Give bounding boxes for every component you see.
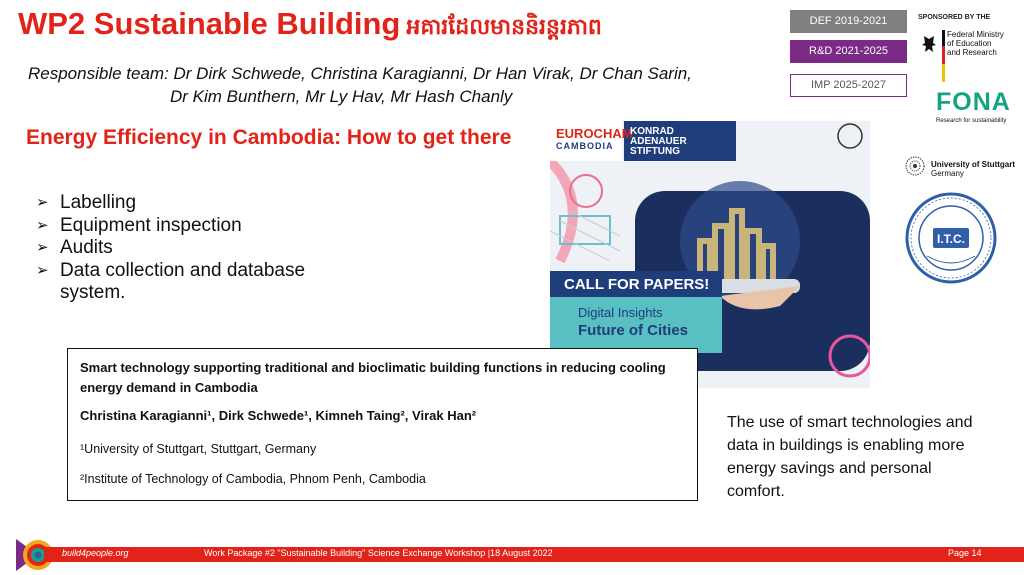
phase-rd-badge: R&D 2021-2025 — [790, 40, 907, 63]
itc-seal-logo — [905, 192, 997, 284]
bullet-item: ➢ Equipment inspection — [36, 215, 336, 238]
bullet-list — [36, 192, 336, 305]
bmbf-line: of Education — [947, 39, 992, 48]
title-khmer: អគារដែលមាននិរន្តរភាព — [406, 14, 602, 39]
stuttgart-name: University of Stuttgart — [931, 160, 1016, 169]
section-subtitle: Energy Efficiency in Cambodia: How to get there — [26, 126, 512, 149]
bmbf-line: Federal Ministry — [947, 30, 1004, 39]
eurocham-sub: CAMBODIA — [556, 141, 614, 151]
slide-title — [18, 6, 602, 45]
kas-logo — [630, 127, 730, 157]
poster-future-cities: Future of Cities — [578, 322, 689, 339]
footer-site: build4people.org — [62, 548, 129, 558]
itc-seal-text: I.T.C. — [936, 232, 966, 246]
bullet-item: ➢ Audits — [36, 237, 336, 260]
kas-line: KONRAD — [630, 126, 674, 137]
title-english: WP2 Sustainable Building — [18, 6, 401, 41]
bmbf-line: and Research — [947, 48, 997, 57]
paper-reference-box — [67, 348, 698, 501]
bullet-item: ➢ Labelling — [36, 192, 336, 215]
poster-call-heading: CALL FOR PAPERS! — [564, 276, 710, 293]
footer-event: Work Package #2 "Sustainable Building" Science Exchange Workshop |18 August 2022 — [204, 548, 553, 558]
footer-bar — [44, 547, 1024, 562]
eurocham-logo: EUROCHAM — [556, 126, 633, 141]
fona-logo: FONA — [936, 88, 1011, 116]
phase-def-badge: DEF 2019-2021 — [790, 10, 907, 33]
paper-affiliation-2: ²Institute of Technology of Cambodia, Phnom Penh, Cambodia — [80, 472, 426, 486]
kas-line: STIFTUNG — [630, 146, 680, 157]
stuttgart-logo-icon — [905, 156, 925, 176]
bmbf-text — [947, 30, 1004, 57]
side-note: The use of smart technologies and data in buildings is enabling more energy savings and personal comfort. — [727, 414, 973, 500]
bullet-item: ➢ Data collection and database system. — [36, 260, 336, 305]
team-line-1: Responsible team: Dr Dirk Schwede, Christina Karagianni, Dr Han Virak, Dr Chan Sarin, — [28, 64, 692, 83]
paper-authors: Christina Karagianni¹, Dirk Schwede¹, Kimneh Taing², Virak Han² — [80, 408, 477, 423]
stuttgart-text — [931, 160, 1015, 178]
footer-page-number: Page 14 — [948, 548, 982, 558]
kas-line: ADENAUER — [630, 136, 687, 147]
sponsored-by-label: SPONSORED BY THE — [918, 14, 991, 21]
fona-tagline: Research for sustainability — [936, 118, 1007, 124]
team-line-2: Dr Kim Bunthern, Mr Ly Hav, Mr Hash Chanly — [170, 87, 513, 106]
german-eagle-icon — [922, 36, 936, 52]
poster-digital-insights: Digital Insights — [578, 305, 663, 320]
paper-title: Smart technology supporting traditional and bioclimatic building functions in reducing cooling energy demand in Cambodia — [80, 360, 666, 395]
paper-affiliation-1: ¹University of Stuttgart, Stuttgart, Germany — [80, 442, 317, 456]
stuttgart-country: Germany — [931, 169, 964, 178]
phase-imp-badge: IMP 2025-2027 — [790, 74, 907, 97]
